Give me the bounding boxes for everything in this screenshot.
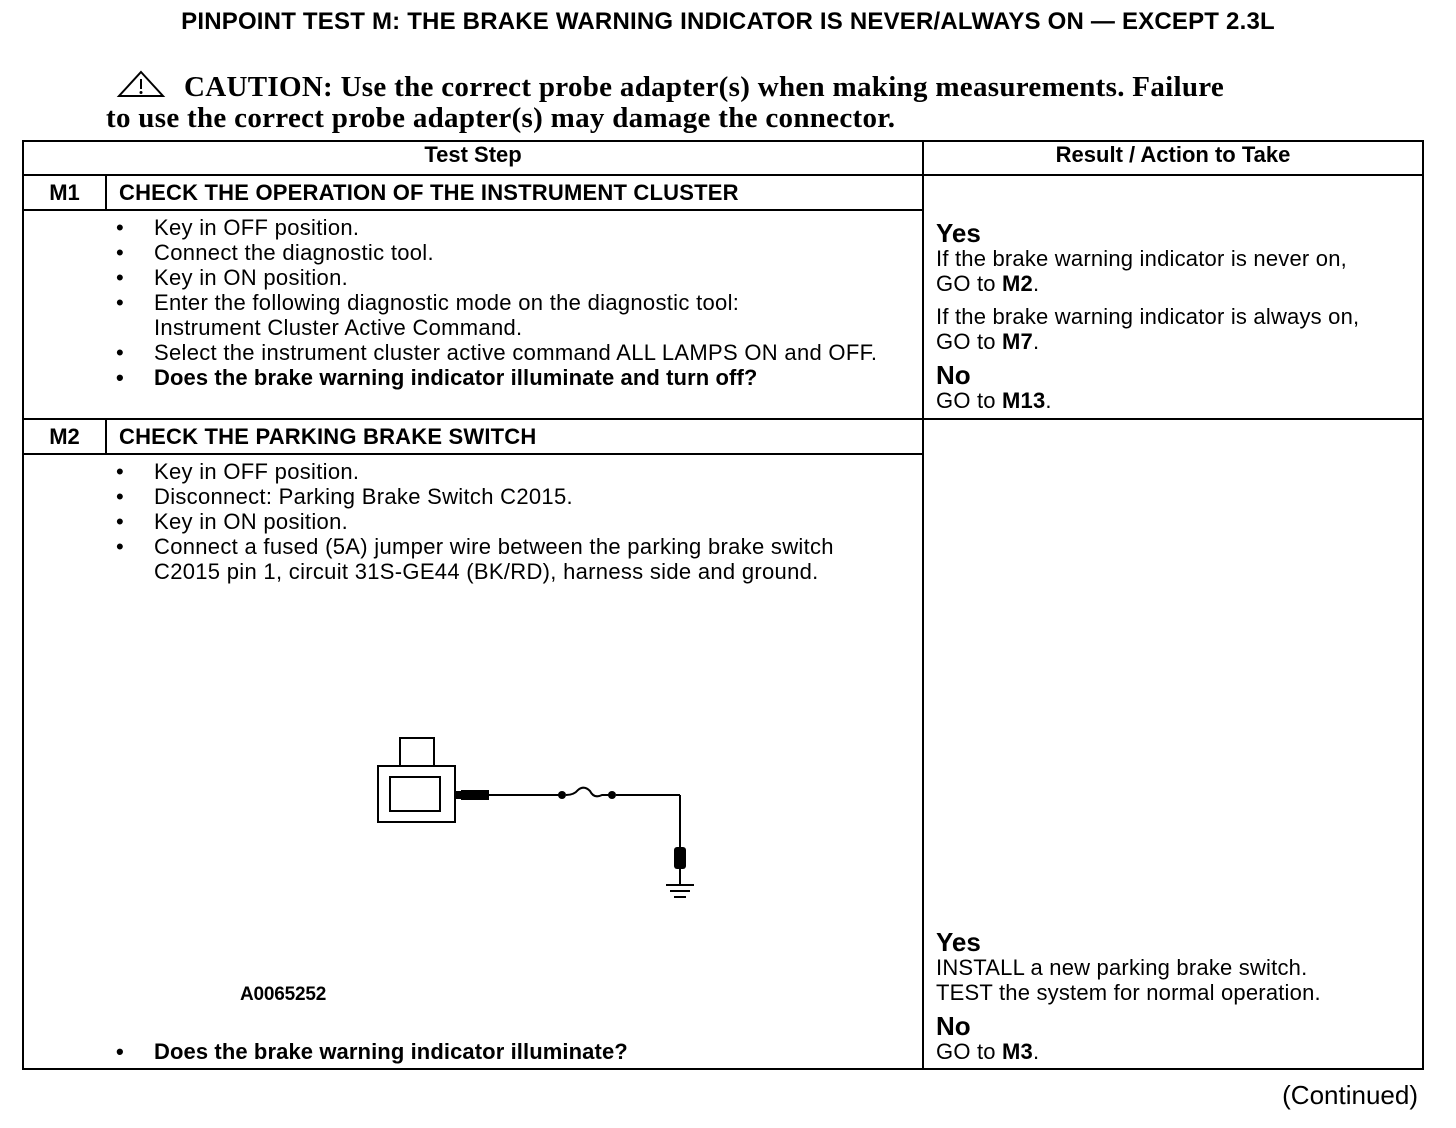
step-m1-instructions [106,210,923,419]
goto-m7-link[interactable]: M7 [1002,329,1033,354]
pinpoint-test-table [22,140,1424,1070]
result-m2-yes-2: TEST the system for normal operation. [936,980,1321,1005]
fuse-symbol [566,788,610,797]
test-step-header: Test Step [23,141,923,175]
result-m1-yes-2a: If the brake warning indicator is always on, [936,304,1360,329]
step-m2-bullet-list [106,455,922,584]
result-m2-no-label: No [936,1011,971,1041]
jumper-wire-diagram [372,733,722,913]
connector-face [390,777,440,811]
result-cell-m2 [923,419,1423,1069]
list-item: • Connect the diagnostic tool. [106,240,922,265]
result-m1-no-label: No [936,360,971,390]
caution-notice [106,70,1346,134]
list-item: • Enter the following diagnostic mode on the diagnostic tool: Instrument Cluster Active Command. [106,290,922,340]
result-m1-yes-label: Yes [936,218,981,248]
continued-label: (Continued) [1282,1080,1418,1110]
ground-clip [674,847,686,869]
list-item: • Disconnect: Parking Brake Switch C2015. [106,484,922,509]
goto-m2-link[interactable]: M2 [1002,271,1033,296]
result-m2-yes-1: INSTALL a new parking brake switch. [936,955,1308,980]
step-title-m2: CHECK THE PARKING BRAKE SWITCH [106,419,923,454]
list-item: • Key in OFF position. [106,459,922,484]
list-item: • Select the instrument cluster active command ALL LAMPS ON and OFF. [106,340,922,365]
jumper-pin [455,791,461,799]
caution-text-line2: to use the correct probe adapter(s) may damage the connector. [106,102,896,134]
fuse-terminal-left [558,791,566,799]
ground-icon [666,885,694,897]
jumper-clip [461,790,489,800]
result-m1-yes-1a: If the brake warning indicator is never on, [936,246,1347,271]
result-m1: Yes If the brake warning indicator is never on, GO to M2. If the brake warning indicator is always on, GO to M7. No GO to M13. [936,218,1360,413]
page-title: PINPOINT TEST M: THE BRAKE WARNING INDICATOR IS NEVER/ALWAYS ON — EXCEPT 2.3L [181,8,1275,35]
list-item: • Key in OFF position. [106,215,922,240]
figure-label: A0065252 [240,984,327,1005]
table-header-row [23,141,1423,175]
list-item: • Connect a fused (5A) jumper wire between the parking brake switch C2015 pin 1, circuit 31S-GE44 (BK/RD), harness side and ground. [106,534,922,584]
result-m2: Yes INSTALL a new parking brake switch. TEST the system for normal operation. No GO to M3. [936,927,1321,1064]
caution-text-line1: CAUTION: Use the correct probe adapter(s) when making measurements. Failure [184,71,1225,103]
step-id-m1: M1 [23,175,106,210]
step-m1-title-row [23,175,1423,210]
warning-triangle-icon [116,70,166,98]
list-item-question: • Does the brake warning indicator illuminate? [106,1039,922,1064]
step-m2-title-row [23,419,1423,454]
fuse-terminal-right [608,791,616,799]
goto-m3-link[interactable]: M3 [1002,1039,1033,1064]
result-m2-yes-label: Yes [936,927,981,957]
connector-body [400,738,434,766]
goto-m13-link[interactable]: M13 [1002,388,1046,413]
step-m2-instructions [106,454,923,1069]
step-title-m1: CHECK THE OPERATION OF THE INSTRUMENT CLUSTER [106,175,923,210]
list-item-question: • Does the brake warning indicator illuminate and turn off? [106,365,922,390]
result-cell-m1 [923,175,1423,419]
result-action-header: Result / Action to Take [923,141,1423,175]
list-item: • Key in ON position. [106,265,922,290]
step-id-m2: M2 [23,419,106,454]
step-m1-bullet-list [106,211,922,390]
list-item: • Key in ON position. [106,509,922,534]
